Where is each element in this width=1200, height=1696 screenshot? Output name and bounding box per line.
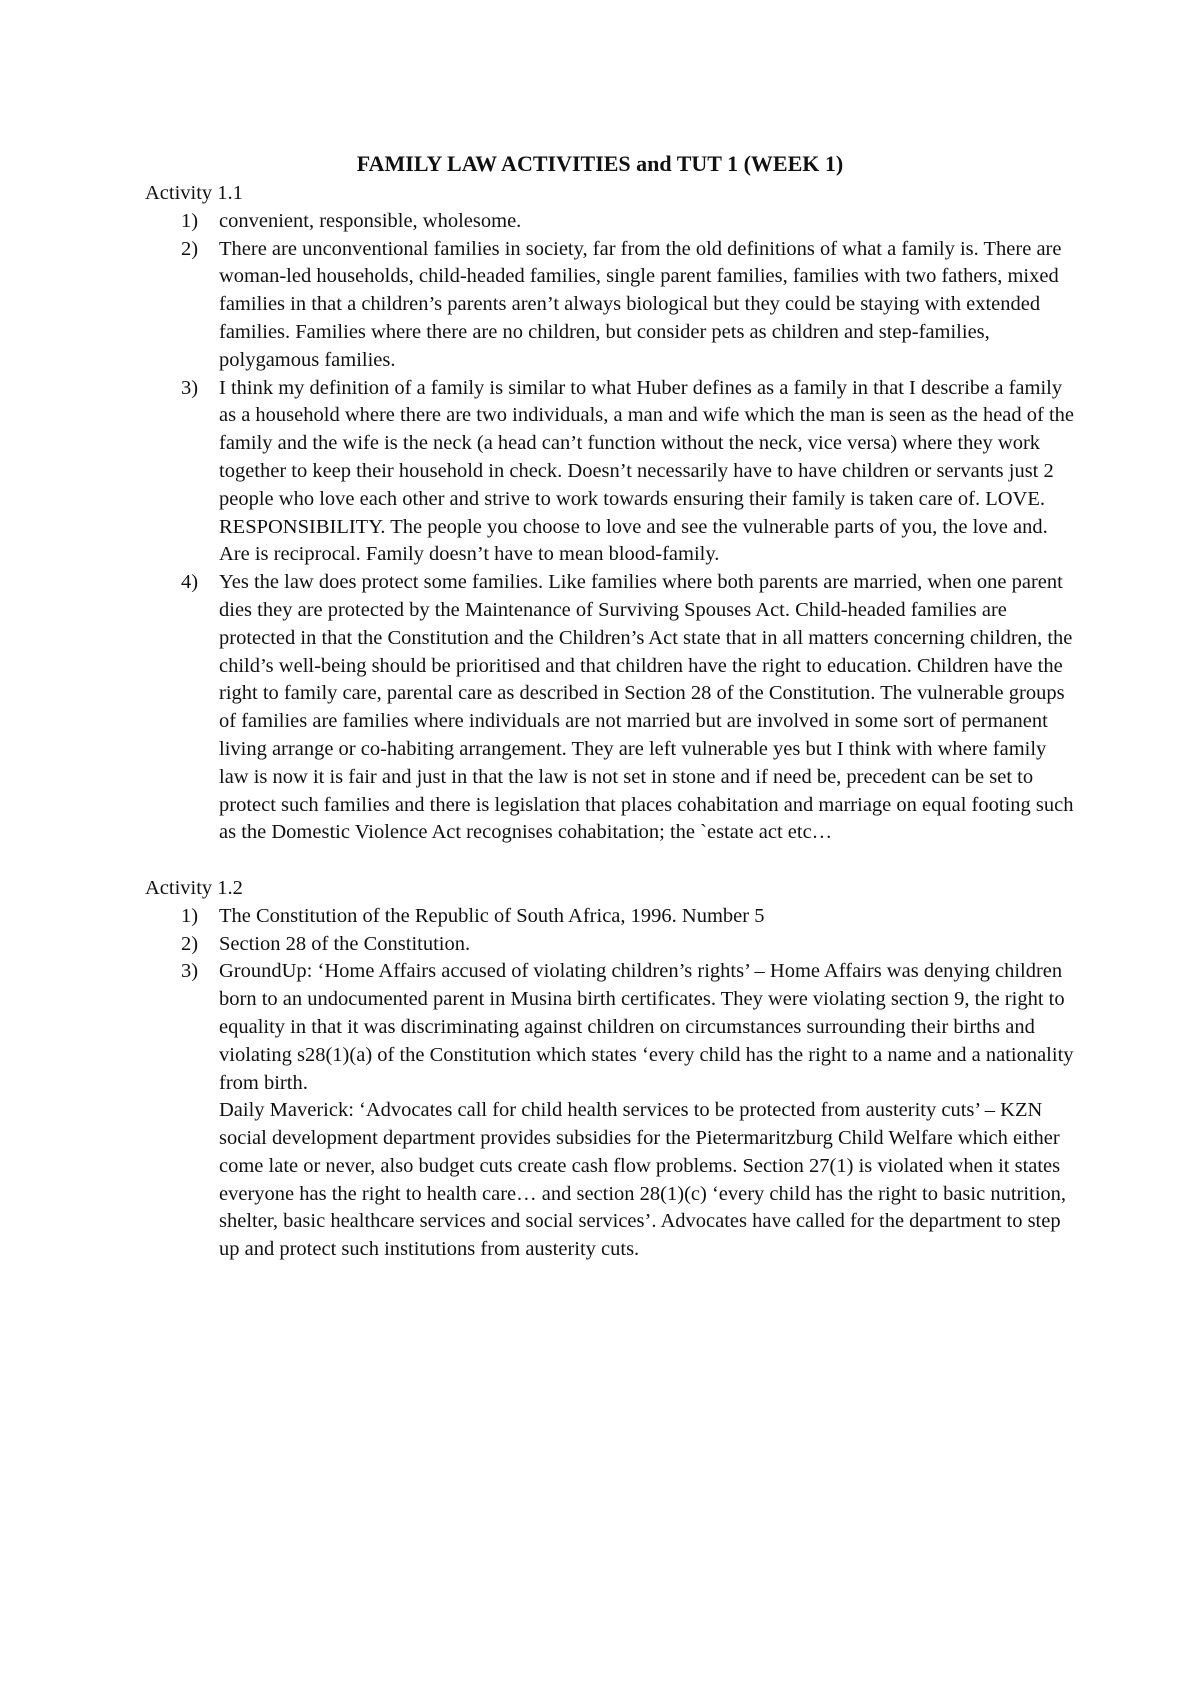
activity-section (145, 180, 1075, 847)
item-text: Daily Maverick: ‘Advocates call for child health services to be protected from austerity cuts’ – KZN social development department provides subsidies for the Pietermaritzburg Child Welfare which either come late or never, also budget cuts create cash flow problems. Section 27(1) is violated when it states everyone has the right to health care… and section 28(1)(c) ‘every child has the right to basic nutrition, shelter, basic healthcare services and social services’. Advocates have called for the department to step up and protect such institutions from austerity cuts. (219, 1099, 1067, 1261)
activity-heading: Activity 1.1 (145, 182, 243, 204)
item-text: Yes the law does protect some families. Like families where both parents are married, when one parent dies they are protected by the Maintenance of Surviving Spouses Act. Child-headed families are protected in that the Constitution and the Children’s Act state that in all matters concerning children, the child’s well-being should be prioritised and that children have the right to education. Children have the right to family care, parental care as described in Section 28 of the Constitution. The vulnerable groups of families are families where individuals are not married but are involved in some sort of permanent living arrange or co-habiting arrangement. They are left vulnerable yes but I think with where family law is now it is fair and just in that the law is not set in stone and if need be, precedent can be set to protect such families and there is legislation that places cohabitation and marriage on equal footing such as the Domestic Violence Act recognises cohabitation; the `estate act etc… (219, 571, 1074, 844)
list-item (181, 236, 1075, 375)
item-text: The Constitution of the Republic of South Africa, 1996. Number 5 (219, 904, 765, 927)
answer-list (145, 208, 1075, 847)
item-number: 2) (181, 237, 199, 260)
item-text: convenient, responsible, wholesome. (219, 209, 522, 232)
document-title: FAMILY LAW ACTIVITIES and TUT 1 (WEEK 1) (356, 151, 844, 176)
item-number: 1) (181, 209, 199, 232)
answer-list (145, 903, 1075, 1264)
item-text: Section 28 of the Constitution. (219, 932, 471, 955)
list-item (181, 569, 1075, 847)
item-number: 3) (181, 960, 199, 983)
activity-heading: Activity 1.2 (145, 876, 243, 899)
list-item (181, 903, 1075, 931)
list-item (181, 931, 1075, 959)
list-item (181, 958, 1075, 1264)
item-number: 2) (181, 932, 199, 955)
activity-section (145, 875, 1075, 1264)
item-text: I think my definition of a family is similar to what Huber defines as a family in that I describe a family as a household where there are two individuals, a man and wife which the man is seen as the head of the family and the wife is the neck (a head can’t function without the neck, vice versa) where they work together to keep their household in check. Doesn’t necessarily have to have children or servants just 2 people who love each other and strive to work towards ensuring their family is taken care of. LOVE. RESPONSIBILITY. The people you choose to love and see the vulnerable parts of you, the love and. Are is reciprocal. Family doesn’t have to mean blood-family. (219, 376, 1075, 566)
item-number: 3) (181, 376, 199, 399)
item-text: GroundUp: ‘Home Affairs accused of violating children’s rights’ – Home Affairs was denying children born to an undocumented parent in Musina birth certificates. They were violating section 9, the right to equality in that it was discriminating against children on circumstances surrounding their births and violating s28(1)(a) of the Constitution which states ‘every child has the right to a name and a nationality from birth. (219, 960, 1074, 1094)
list-item (181, 375, 1075, 570)
item-number: 1) (181, 904, 199, 927)
document-body (145, 180, 1075, 1264)
item-number: 4) (181, 571, 199, 594)
list-item (181, 208, 1075, 236)
item-text: There are unconventional families in society, far from the old definitions of what a family is. There are woman-led households, child-headed families, single parent families, families with two fathers, mixed families in that a children’s parents aren’t always biological but they could be staying with extended families. Families where there are no children, but consider pets as children and step-families, polygamous families. (219, 237, 1062, 371)
